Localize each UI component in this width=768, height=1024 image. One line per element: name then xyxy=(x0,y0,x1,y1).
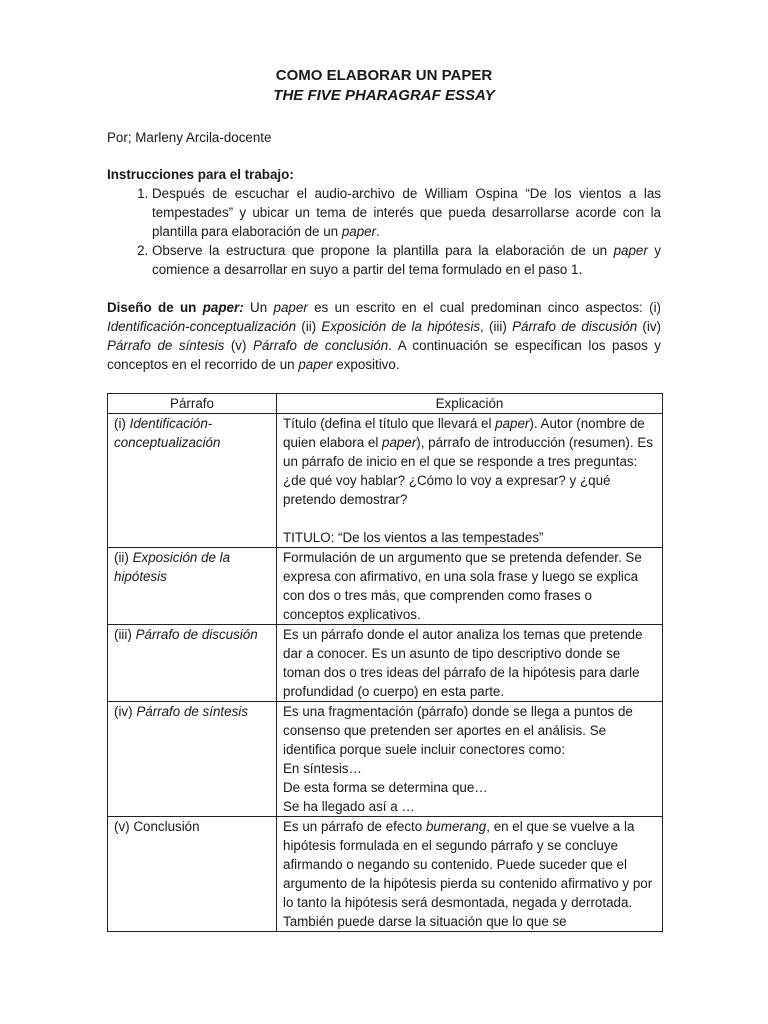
paragraph-name: Identificación-conceptualización xyxy=(114,416,221,450)
explanation-text: Es un párrafo de efecto xyxy=(283,819,426,834)
explanation-text: Es un párrafo donde el autor analiza los temas que pretende dar a conocer. Es un asunto de tipo descriptivo donde se toman dos o tres ideas del párrafo de la hipótesis para darle profundidad (o cuerpo) en esta parte. xyxy=(283,627,643,699)
paragraph-name: Párrafo de síntesis xyxy=(136,704,248,719)
explanation-text: ). Autor (nombre de quien elabora el xyxy=(283,416,645,450)
paragraph-name: Párrafo de discusión xyxy=(135,627,258,642)
table-row xyxy=(108,625,663,702)
instruction-text: . xyxy=(376,224,380,239)
paragraph-name-cell xyxy=(108,702,277,817)
design-text: es un escrito en el cual predominan cinco aspectos: (i) xyxy=(307,300,661,315)
paper-structure-table xyxy=(107,393,663,932)
paragraph-number: (v) Conclusión xyxy=(114,819,200,834)
explanation-emphasis: bumerang xyxy=(425,819,487,834)
instruction-item xyxy=(152,241,661,279)
table-row xyxy=(108,548,663,625)
explanation-text: ), párrafo de introducción (resumen). Es un párrafo de inicio en el que se responde a tres preguntas: ¿de qué voy hablar? ¿Cómo lo voy a expresar? y ¿qué pretendo demostrar? xyxy=(283,435,653,507)
design-emphasis: Párrafo de discusión xyxy=(512,319,638,334)
column-header-explicacion: Explicación xyxy=(277,394,663,414)
design-text: (v) xyxy=(224,338,253,353)
table-header-row xyxy=(108,394,663,414)
design-emphasis: Exposición de la hipótesis xyxy=(321,319,481,334)
explanation-cell xyxy=(277,625,663,702)
design-text: expositivo. xyxy=(332,357,400,372)
instruction-text: Observe la estructura que propone la plantilla para la elaboración de un xyxy=(152,243,614,258)
connector-line: En síntesis… xyxy=(283,761,362,776)
design-emphasis: Párrafo de síntesis xyxy=(107,338,225,353)
connector-line: De esta forma se determina que… xyxy=(283,780,488,795)
design-lead-emphasis: paper: xyxy=(202,300,244,315)
paragraph-name-cell xyxy=(108,625,277,702)
design-lead: Diseño de un xyxy=(107,300,203,315)
connector-line: Se ha llegado así a … xyxy=(283,799,415,814)
paragraph-number: (iv) xyxy=(114,704,137,719)
paragraph-name-cell xyxy=(108,548,277,625)
explanation-text: , en el que se vuelve a la hipótesis formulada en el segundo párrafo y se concluye afirmando o negando su contenido. Puede suceder que el argumento de la hipótesis pierda su contenido afirmativo y por lo tanto la hipótesis será desmontada, negada y derrotada. También puede darse la situación que lo que se xyxy=(283,819,653,929)
design-emphasis: paper xyxy=(298,357,333,372)
title-example: TITULO: “De los vientos a las tempestades” xyxy=(283,530,544,545)
design-emphasis: Identificación-conceptualización xyxy=(107,319,297,334)
paragraph-name-cell xyxy=(108,414,277,548)
explanation-emphasis: paper xyxy=(495,416,530,431)
document-subtitle: THE FIVE PHARAGRAF ESSAY xyxy=(273,87,495,104)
explanation-emphasis: paper xyxy=(382,435,417,450)
design-text: (ii) xyxy=(296,319,322,334)
design-text: . A continuación se especifican los pasos y conceptos en el recorrido de un xyxy=(107,338,661,372)
paragraph-name-cell xyxy=(108,817,277,932)
column-header-parrafo: Párrafo xyxy=(108,394,277,414)
paragraph-number: (i) xyxy=(114,416,130,431)
explanation-cell xyxy=(277,702,663,817)
explanation-text: Formulación de un argumento que se pretenda defender. Se expresa con afirmativo, en una sola frase y luego se explica con dos o tres más, que comprenden como frases o conceptos explicativos. xyxy=(283,550,642,622)
explanation-cell xyxy=(277,548,663,625)
design-emphasis: paper xyxy=(273,300,308,315)
table-row xyxy=(108,817,663,932)
explanation-text: Es una fragmentación (párrafo) donde se llega a puntos de consenso que pretenden ser aportes en el análisis. Se identifica porque suele incluir conectores como: xyxy=(283,704,633,757)
document-title: COMO ELABORAR UN PAPER xyxy=(275,67,493,84)
table-row xyxy=(108,702,663,817)
table-row xyxy=(108,414,663,548)
instruction-emphasis: paper xyxy=(613,243,648,258)
design-text: (iv) xyxy=(637,319,661,334)
instruction-emphasis: paper xyxy=(341,224,377,239)
paragraph-number: (ii) xyxy=(114,550,133,565)
design-paragraph xyxy=(107,298,661,374)
instruction-text: y comience a desarrollar en suyo a partir del tema formulado en el paso 1. xyxy=(152,243,661,277)
paragraph-number: (iii) xyxy=(114,627,136,642)
instructions-list xyxy=(107,184,661,279)
instructions-section xyxy=(107,165,661,279)
design-text: , (iii) xyxy=(480,319,513,334)
design-emphasis: Párrafo de conclusión xyxy=(253,338,389,353)
author-line: Por; Marleny Arcila-docente xyxy=(107,130,272,145)
title-block xyxy=(0,66,768,106)
explanation-cell xyxy=(277,817,663,932)
instructions-heading: Instrucciones para el trabajo: xyxy=(107,167,294,182)
instruction-item xyxy=(152,184,661,241)
instruction-text: Después de escuchar el audio-archivo de William Ospina “De los vientos a las tempestades” y ubicar un tema de interés que pueda desarrollarse acorde con la plantilla para elaboración de un xyxy=(152,186,661,239)
design-text: Un xyxy=(243,300,274,315)
explanation-cell xyxy=(277,414,663,548)
blank-line xyxy=(283,509,656,528)
explanation-text: Título (defina el título que llevará el xyxy=(283,416,496,431)
paragraph-name: Exposición de la hipótesis xyxy=(114,550,231,584)
